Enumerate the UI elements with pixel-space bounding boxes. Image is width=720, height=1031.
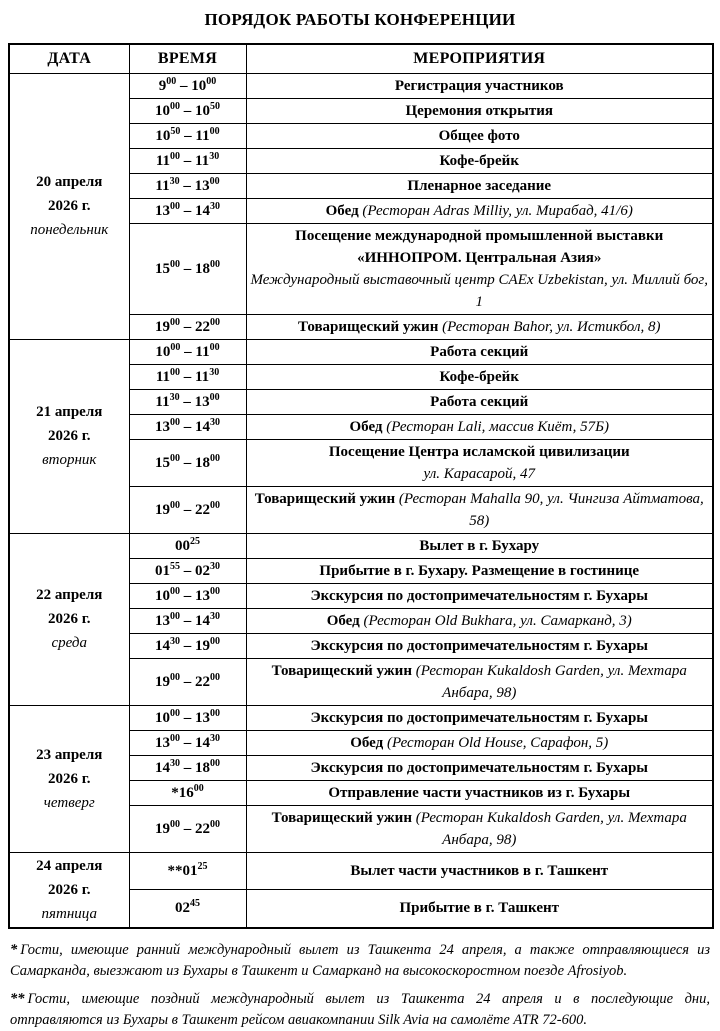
time-cell: $11^{00} - 11^{30}$ xyxy=(129,148,246,173)
event-text-bold: Посещение международной промышленной выставки xyxy=(295,227,664,244)
event-text-bold: Обед xyxy=(350,734,384,751)
time-cell: $00^{25}$ xyxy=(129,533,246,558)
time-cell: $19^{00} - 22^{00}$ xyxy=(129,805,246,852)
event-cell xyxy=(246,608,713,633)
event-cell xyxy=(246,889,713,927)
time-cell: $01^{55} - 02^{30}$ xyxy=(129,558,246,583)
event-text-bold: Церемония открытия xyxy=(405,102,553,119)
event-text-bold: Экскурсия по достопримечательностям г. Бухары xyxy=(310,759,648,776)
event-cell xyxy=(246,389,713,414)
header-row xyxy=(9,44,713,73)
weekday-label: понедельник xyxy=(30,222,109,238)
time-cell: $13^{00} - 14^{30}$ xyxy=(129,198,246,223)
event-text-bold: Регистрация участников xyxy=(394,77,564,94)
date-line: 20 апреля xyxy=(36,174,103,190)
date-line: 22 апреля xyxy=(36,587,103,603)
table-row xyxy=(9,339,713,364)
time-cell: $11^{00} - 11^{30}$ xyxy=(129,364,246,389)
event-cell xyxy=(246,198,713,223)
event-cell xyxy=(246,339,713,364)
footnote-marker: * xyxy=(10,941,18,958)
event-cell xyxy=(246,780,713,805)
table-header-row xyxy=(9,44,713,73)
event-text-bold: Товарищеский ужин xyxy=(298,318,439,335)
date-line: 2026 г. xyxy=(47,428,91,444)
date-line: 24 апреля xyxy=(36,857,103,874)
time-cell: $10^{00} - 13^{00}$ xyxy=(129,583,246,608)
date-cell xyxy=(9,705,129,852)
event-text-italic: (Ресторан Kukaldosh Garden, ул. Мехтара Анбара, 98) xyxy=(411,662,687,701)
event-cell xyxy=(246,98,713,123)
table-body xyxy=(9,73,713,928)
date-line: 2026 г. xyxy=(47,611,91,627)
event-text-bold: Работа секций xyxy=(430,343,529,360)
event-cell xyxy=(246,486,713,533)
footnotes xyxy=(10,940,710,1031)
event-text-bold: Экскурсия по достопримечательностям г. Бухары xyxy=(310,637,648,654)
event-cell xyxy=(246,314,713,339)
date-cell xyxy=(9,73,129,339)
event-text-italic: (Ресторан Mahalla 90, ул. Чингиза Айтматова, 58) xyxy=(395,490,704,529)
page-title: ПОРЯДОК РАБОТЫ КОНФЕРЕНЦИИ xyxy=(204,10,516,29)
event-text-bold: Обед xyxy=(325,202,359,219)
time-cell: $15^{00} - 18^{00}$ xyxy=(129,223,246,314)
table-row xyxy=(9,852,713,889)
column-header: ВРЕМЯ xyxy=(129,44,246,73)
time-cell: $**01^{25}$ xyxy=(129,852,246,889)
event-text-italic: (Ресторан Old House, Сарафон, 5) xyxy=(383,734,609,751)
event-text-italic: (Ресторан Bahor, ул. Истикбол, 8) xyxy=(438,318,661,335)
event-text-bold: Кофе-брейк xyxy=(439,368,519,385)
event-text-bold: Пленарное заседание xyxy=(407,177,552,194)
date-line: 2026 г. xyxy=(47,881,91,898)
event-cell xyxy=(246,364,713,389)
time-cell: $9^{00} - 10^{00}$ xyxy=(129,73,246,98)
event-text-bold: Обед xyxy=(326,612,360,629)
event-text-bold: Прибытие в г. Ташкент xyxy=(399,900,559,917)
event-text-italic: (Ресторан Kukaldosh Garden, ул. Мехтара Анбара, 98) xyxy=(411,809,687,848)
time-cell: $10^{50} - 11^{00}$ xyxy=(129,123,246,148)
event-text-bold: Экскурсия по достопримечательностям г. Бухары xyxy=(310,587,648,604)
date-line: 2026 г. xyxy=(47,198,91,214)
time-cell: $19^{00} - 22^{00}$ xyxy=(129,314,246,339)
time-cell: $11^{30} - 13^{00}$ xyxy=(129,389,246,414)
date-cell xyxy=(9,533,129,705)
footnote: * Гости, имеющие ранний международный вылет из Ташкента 24 апреля, а также отправляющиеся из Самарканда, выезжают из Бухары в Ташкент и Самарканд на высокоскоростном поезде Afrosiyob. xyxy=(10,941,710,979)
event-text-bold: Товарищеский ужин xyxy=(271,809,412,826)
event-cell xyxy=(246,705,713,730)
event-cell xyxy=(246,633,713,658)
date-cell xyxy=(9,852,129,928)
event-text-bold: Товарищеский ужин xyxy=(254,490,396,507)
time-cell: $10^{00} - 11^{00}$ xyxy=(129,339,246,364)
date-line: 21 апреля xyxy=(36,404,103,420)
time-cell: $13^{00} - 14^{30}$ xyxy=(129,414,246,439)
event-cell xyxy=(246,730,713,755)
event-text-bold: «ИННОПРОМ. Центральная Азия» xyxy=(357,249,602,266)
time-cell: $19^{00} - 22^{00}$ xyxy=(129,486,246,533)
weekday-label: пятница xyxy=(41,905,97,922)
event-text-bold: Кофе-брейк xyxy=(439,152,519,169)
event-cell xyxy=(246,414,713,439)
event-cell xyxy=(246,558,713,583)
event-text-bold: Работа секций xyxy=(430,393,529,410)
event-text-bold: Посещение Центра исламской цивилизации xyxy=(328,443,630,460)
column-header: ДАТА xyxy=(9,44,129,73)
date-cell xyxy=(9,339,129,533)
time-cell: $02^{45}$ xyxy=(129,889,246,927)
time-cell: $*16^{00}$ xyxy=(129,780,246,805)
time-cell: $14^{30} - 19^{00}$ xyxy=(129,633,246,658)
time-cell: $13^{00} - 14^{30}$ xyxy=(129,730,246,755)
event-cell xyxy=(246,658,713,705)
table-row xyxy=(9,533,713,558)
event-text-bold: Обед xyxy=(349,418,383,435)
time-cell: $14^{30} - 18^{00}$ xyxy=(129,755,246,780)
event-cell xyxy=(246,583,713,608)
weekday-label: вторник xyxy=(42,452,97,468)
event-cell xyxy=(246,439,713,486)
event-cell xyxy=(246,533,713,558)
event-text-bold: Общее фото xyxy=(438,127,520,144)
event-text-bold: Экскурсия по достопримечательностям г. Бухары xyxy=(310,709,648,726)
weekday-label: среда xyxy=(51,635,88,651)
time-cell: $10^{00} - 13^{00}$ xyxy=(129,705,246,730)
event-cell xyxy=(246,123,713,148)
event-text-bold: Отправление части участников из г. Бухары xyxy=(328,784,631,801)
event-text-bold: Прибытие в г. Бухару. Размещение в гостинице xyxy=(319,562,640,579)
event-cell xyxy=(246,173,713,198)
table-row xyxy=(9,705,713,730)
event-text-italic: (Ресторан Adras Milliy, ул. Мирабад, 41/6) xyxy=(358,202,633,219)
event-text-italic: Международный выставочный центр CAEx Uzbekistan, ул. Миллий бог, 1 xyxy=(250,271,709,310)
column-header: МЕРОПРИЯТИЯ xyxy=(246,44,713,73)
event-text-italic: (Ресторан Old Bukhara, ул. Самарканд, 3) xyxy=(359,612,632,629)
time-cell: $10^{00} - 10^{50}$ xyxy=(129,98,246,123)
time-cell: $11^{30} - 13^{00}$ xyxy=(129,173,246,198)
footnote-marker: ** xyxy=(10,990,25,1007)
time-cell: $15^{00} - 18^{00}$ xyxy=(129,439,246,486)
time-cell: $13^{00} - 14^{30}$ xyxy=(129,608,246,633)
event-cell xyxy=(246,755,713,780)
footnote: ** Гости, имеющие поздний международный вылет из Ташкента 24 апреля и в последующие дни, отправляются из Бухары в Ташкент рейсом авиакомпании Silk Avia на самолёте ATR 72-600. xyxy=(10,990,710,1028)
date-line: 2026 г. xyxy=(47,770,91,787)
event-cell xyxy=(246,148,713,173)
event-cell xyxy=(246,223,713,314)
schedule-table xyxy=(8,43,714,929)
event-text-italic: ул. Карасарой, 47 xyxy=(423,465,536,482)
time-cell: $19^{00} - 22^{00}$ xyxy=(129,658,246,705)
event-text-italic: (Ресторан Lali, массив Киёт, 57Б) xyxy=(382,418,610,435)
event-text-bold: Товарищеский ужин xyxy=(271,662,412,679)
event-text-bold: Вылет части участников в г. Ташкент xyxy=(350,862,609,879)
date-line: 23 апреля xyxy=(36,746,103,763)
event-cell xyxy=(246,805,713,852)
event-cell xyxy=(246,73,713,98)
table-row xyxy=(9,73,713,98)
event-cell xyxy=(246,852,713,889)
weekday-label: четверг xyxy=(43,794,95,811)
event-text-bold: Вылет в г. Бухару xyxy=(419,537,540,554)
